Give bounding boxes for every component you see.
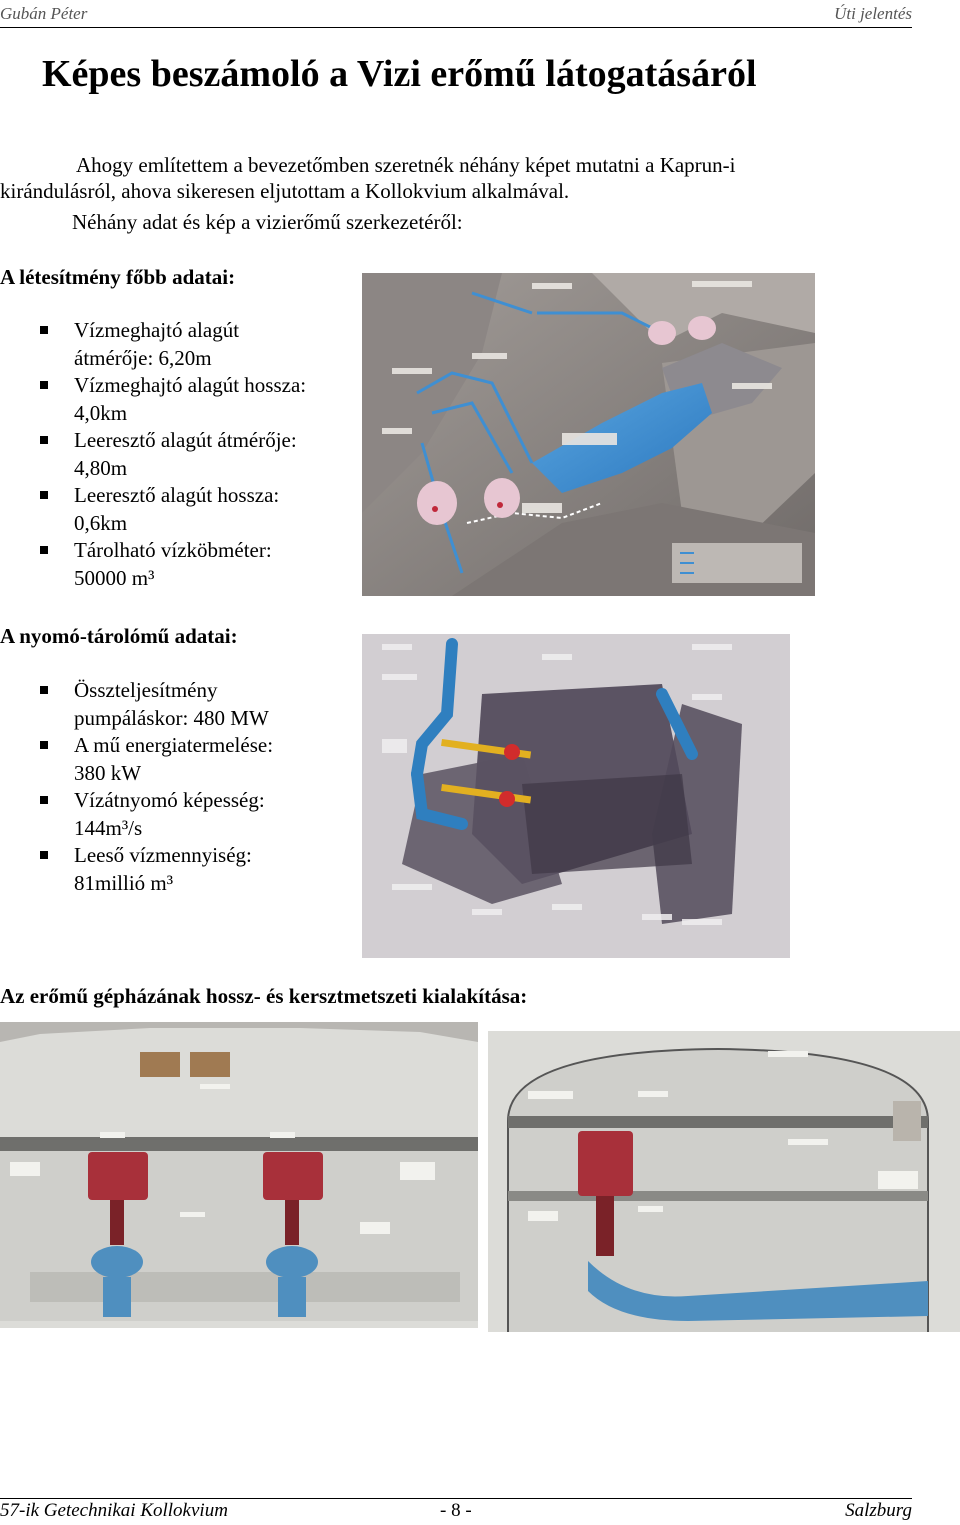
reservoir-overview-image <box>362 273 815 596</box>
bullet-square-icon <box>40 546 48 554</box>
header-author: Gubán Péter <box>0 4 88 23</box>
page-title: Képes beszámoló a Vizi erőmű látogatásáról <box>42 53 757 95</box>
header-doc-type: Úti jelentés <box>834 4 912 23</box>
bullet-square-icon <box>40 741 48 749</box>
section-heading-pumped-storage: A nyomó-tárolómű adatai: <box>0 624 238 648</box>
section-heading-facility: A létesítmény főbb adatai: <box>0 265 236 289</box>
cross-section-image <box>488 1031 960 1332</box>
bullet-square-icon <box>40 851 48 859</box>
intro-line-1: Ahogy említettem a bevezetőmben szeretnék néhány képet mutatni a Kaprun-i <box>76 153 736 177</box>
bullet-square-icon <box>40 436 48 444</box>
list-item: Vízmeghajtó alagút hossza: 4,0km <box>40 372 306 427</box>
bullet-square-icon <box>40 686 48 694</box>
longitudinal-section-image <box>0 1022 478 1328</box>
header-rule <box>0 27 912 28</box>
footer-page-number: - 8 - <box>440 1500 472 1521</box>
list-item: Leeresztő alagút átmérője: 4,80m <box>40 427 306 482</box>
list-item: Leeresztő alagút hossza: 0,6km <box>40 482 306 537</box>
footer-location: Salzburg <box>845 1500 912 1521</box>
footer-rule <box>0 1498 912 1499</box>
facility-data-list <box>40 317 306 592</box>
list-item: Leeső vízmennyiség: 81millió m³ <box>40 842 273 897</box>
footer-event: 57-ik Getechnikai Kollokvium <box>0 1500 228 1521</box>
intro-line-3: Néhány adat és kép a vizierőmű szerkezetéről: <box>72 210 463 234</box>
list-item: Összteljesítmény pumpáláskor: 480 MW <box>40 677 273 732</box>
bullet-square-icon <box>40 491 48 499</box>
intro-line-2: kirándulásról, ahova sikeresen eljutottam a Kollokvium alkalmával. <box>0 179 570 203</box>
list-item: Vízmeghajtó alagút átmérője: 6,20m <box>40 317 306 372</box>
bullet-square-icon <box>40 381 48 389</box>
bullet-square-icon <box>40 796 48 804</box>
list-item: Tárolható vízköbméter: 50000 m³ <box>40 537 306 592</box>
pumped-storage-data-list <box>40 677 273 897</box>
section-heading-powerhouse: Az erőmű gépházának hossz- és kersztmetszeti kialakítása: <box>0 984 528 1008</box>
cavern-3d-model-image <box>362 634 790 958</box>
list-item: A mű energiatermelése: 380 kW <box>40 732 273 787</box>
list-item: Vízátnyomó képesség: 144m³/s <box>40 787 273 842</box>
bullet-square-icon <box>40 326 48 334</box>
